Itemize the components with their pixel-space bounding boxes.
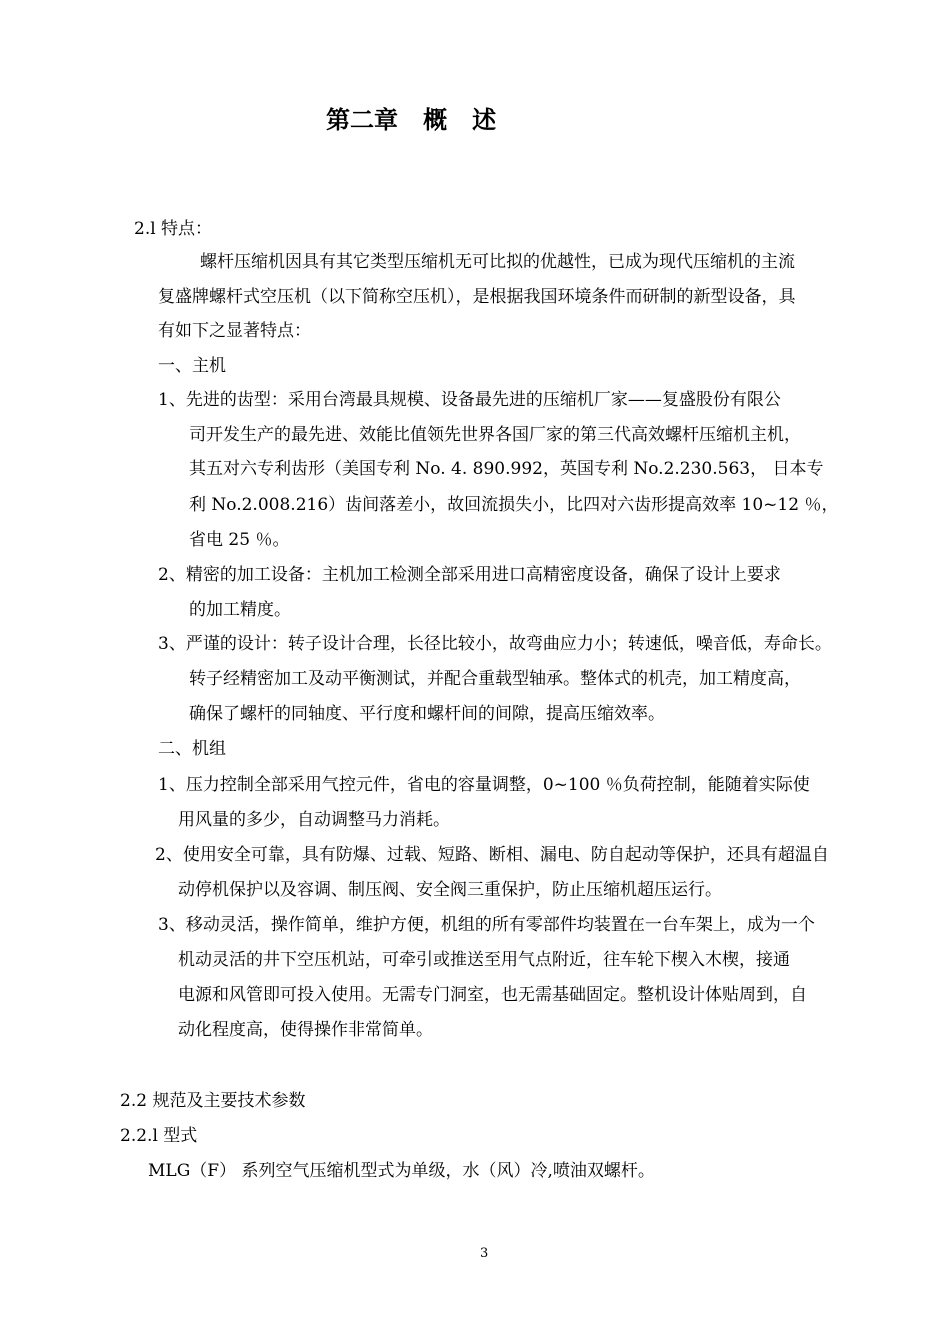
subheading-unit-assembly: 二、机组: [158, 739, 226, 759]
list-item-line: 电源和风管即可投入使用。无需专门洞室，也无需基础固定。整机设计体贴周到，自: [178, 985, 807, 1005]
list-item-line: 3、移动灵活，操作简单，维护方便，机组的所有零部件均装置在一台车架上，成为一个: [158, 915, 815, 935]
list-item-line: 动化程度高，使得操作非常简单。: [178, 1020, 433, 1040]
section-heading-2-2: 2.2 规范及主要技术参数: [120, 1091, 306, 1111]
page-number: 3: [480, 1246, 489, 1261]
list-item-line: 其五对六专利齿形（美国专利 No. 4. 890.992，英国专利 No.2.230.563， 日本专: [189, 459, 824, 479]
section-heading-2-1: 2.l 特点：: [134, 219, 213, 239]
list-item-line: 机动灵活的井下空压机站，可牵引或推送至用气点附近，往车轮下楔入木楔，接通: [178, 950, 790, 970]
subheading-main-unit: 一、主机: [158, 356, 226, 376]
list-item-line: 1、先进的齿型：采用台湾最具规模、设备最先进的压缩机厂家——复盛股份有限公: [158, 390, 781, 410]
section-heading-2-2-1: 2.2.l 型式: [120, 1126, 198, 1146]
list-item-line: 2、使用安全可靠，具有防爆、过载、短路、断相、漏电、防自起动等保护，还具有超温自: [155, 845, 829, 865]
list-item-line: 省电 25 ％。: [189, 530, 290, 550]
list-item-line: 利 No.2.008.216）齿间落差小，故回流损失小，比四对六齿形提高效率 10~12 ％，: [189, 495, 839, 515]
list-item-line: 1、压力控制全部采用气控元件，省电的容量调整，0~100 ％负荷控制，能随着实际使: [158, 775, 810, 795]
intro-paragraph-line: 有如下之显著特点：: [158, 321, 311, 341]
list-item-line: 3、严谨的设计：转子设计合理，长径比较小，故弯曲应力小；转速低，噪音低，寿命长。: [158, 634, 832, 654]
intro-paragraph-line: 复盛牌螺杆式空压机（以下简称空压机），是根据我国环境条件而研制的新型设备，具: [158, 287, 796, 307]
list-item-line: 司开发生产的最先进、效能比值领先世界各国厂家的第三代高效螺杆压缩机主机，: [189, 425, 801, 445]
list-item-line: 用风量的多少，自动调整马力消耗。: [178, 810, 450, 830]
intro-paragraph-line: 螺杆压缩机因具有其它类型压缩机无可比拟的优越性，已成为现代压缩机的主流: [200, 252, 795, 272]
list-item-line: 确保了螺杆的同轴度、平行度和螺杆间的间隙，提高压缩效率。: [189, 704, 665, 724]
list-item-line: 的加工精度。: [189, 600, 291, 620]
list-item-line: 转子经精密加工及动平衡测试，并配合重载型轴承。整体式的机壳，加工精度高，: [189, 669, 801, 689]
list-item-line: 2、精密的加工设备：主机加工检测全部采用进口高精密度设备，确保了设计上要求: [158, 565, 781, 585]
model-type-paragraph: MLG（F） 系列空气压缩机型式为单级，水（风）冷,喷油双螺杆。: [148, 1161, 655, 1181]
list-item-line: 动停机保护以及容调、制压阀、安全阀三重保护，防止压缩机超压运行。: [178, 880, 722, 900]
chapter-title: 第二章 概 述: [326, 106, 497, 134]
